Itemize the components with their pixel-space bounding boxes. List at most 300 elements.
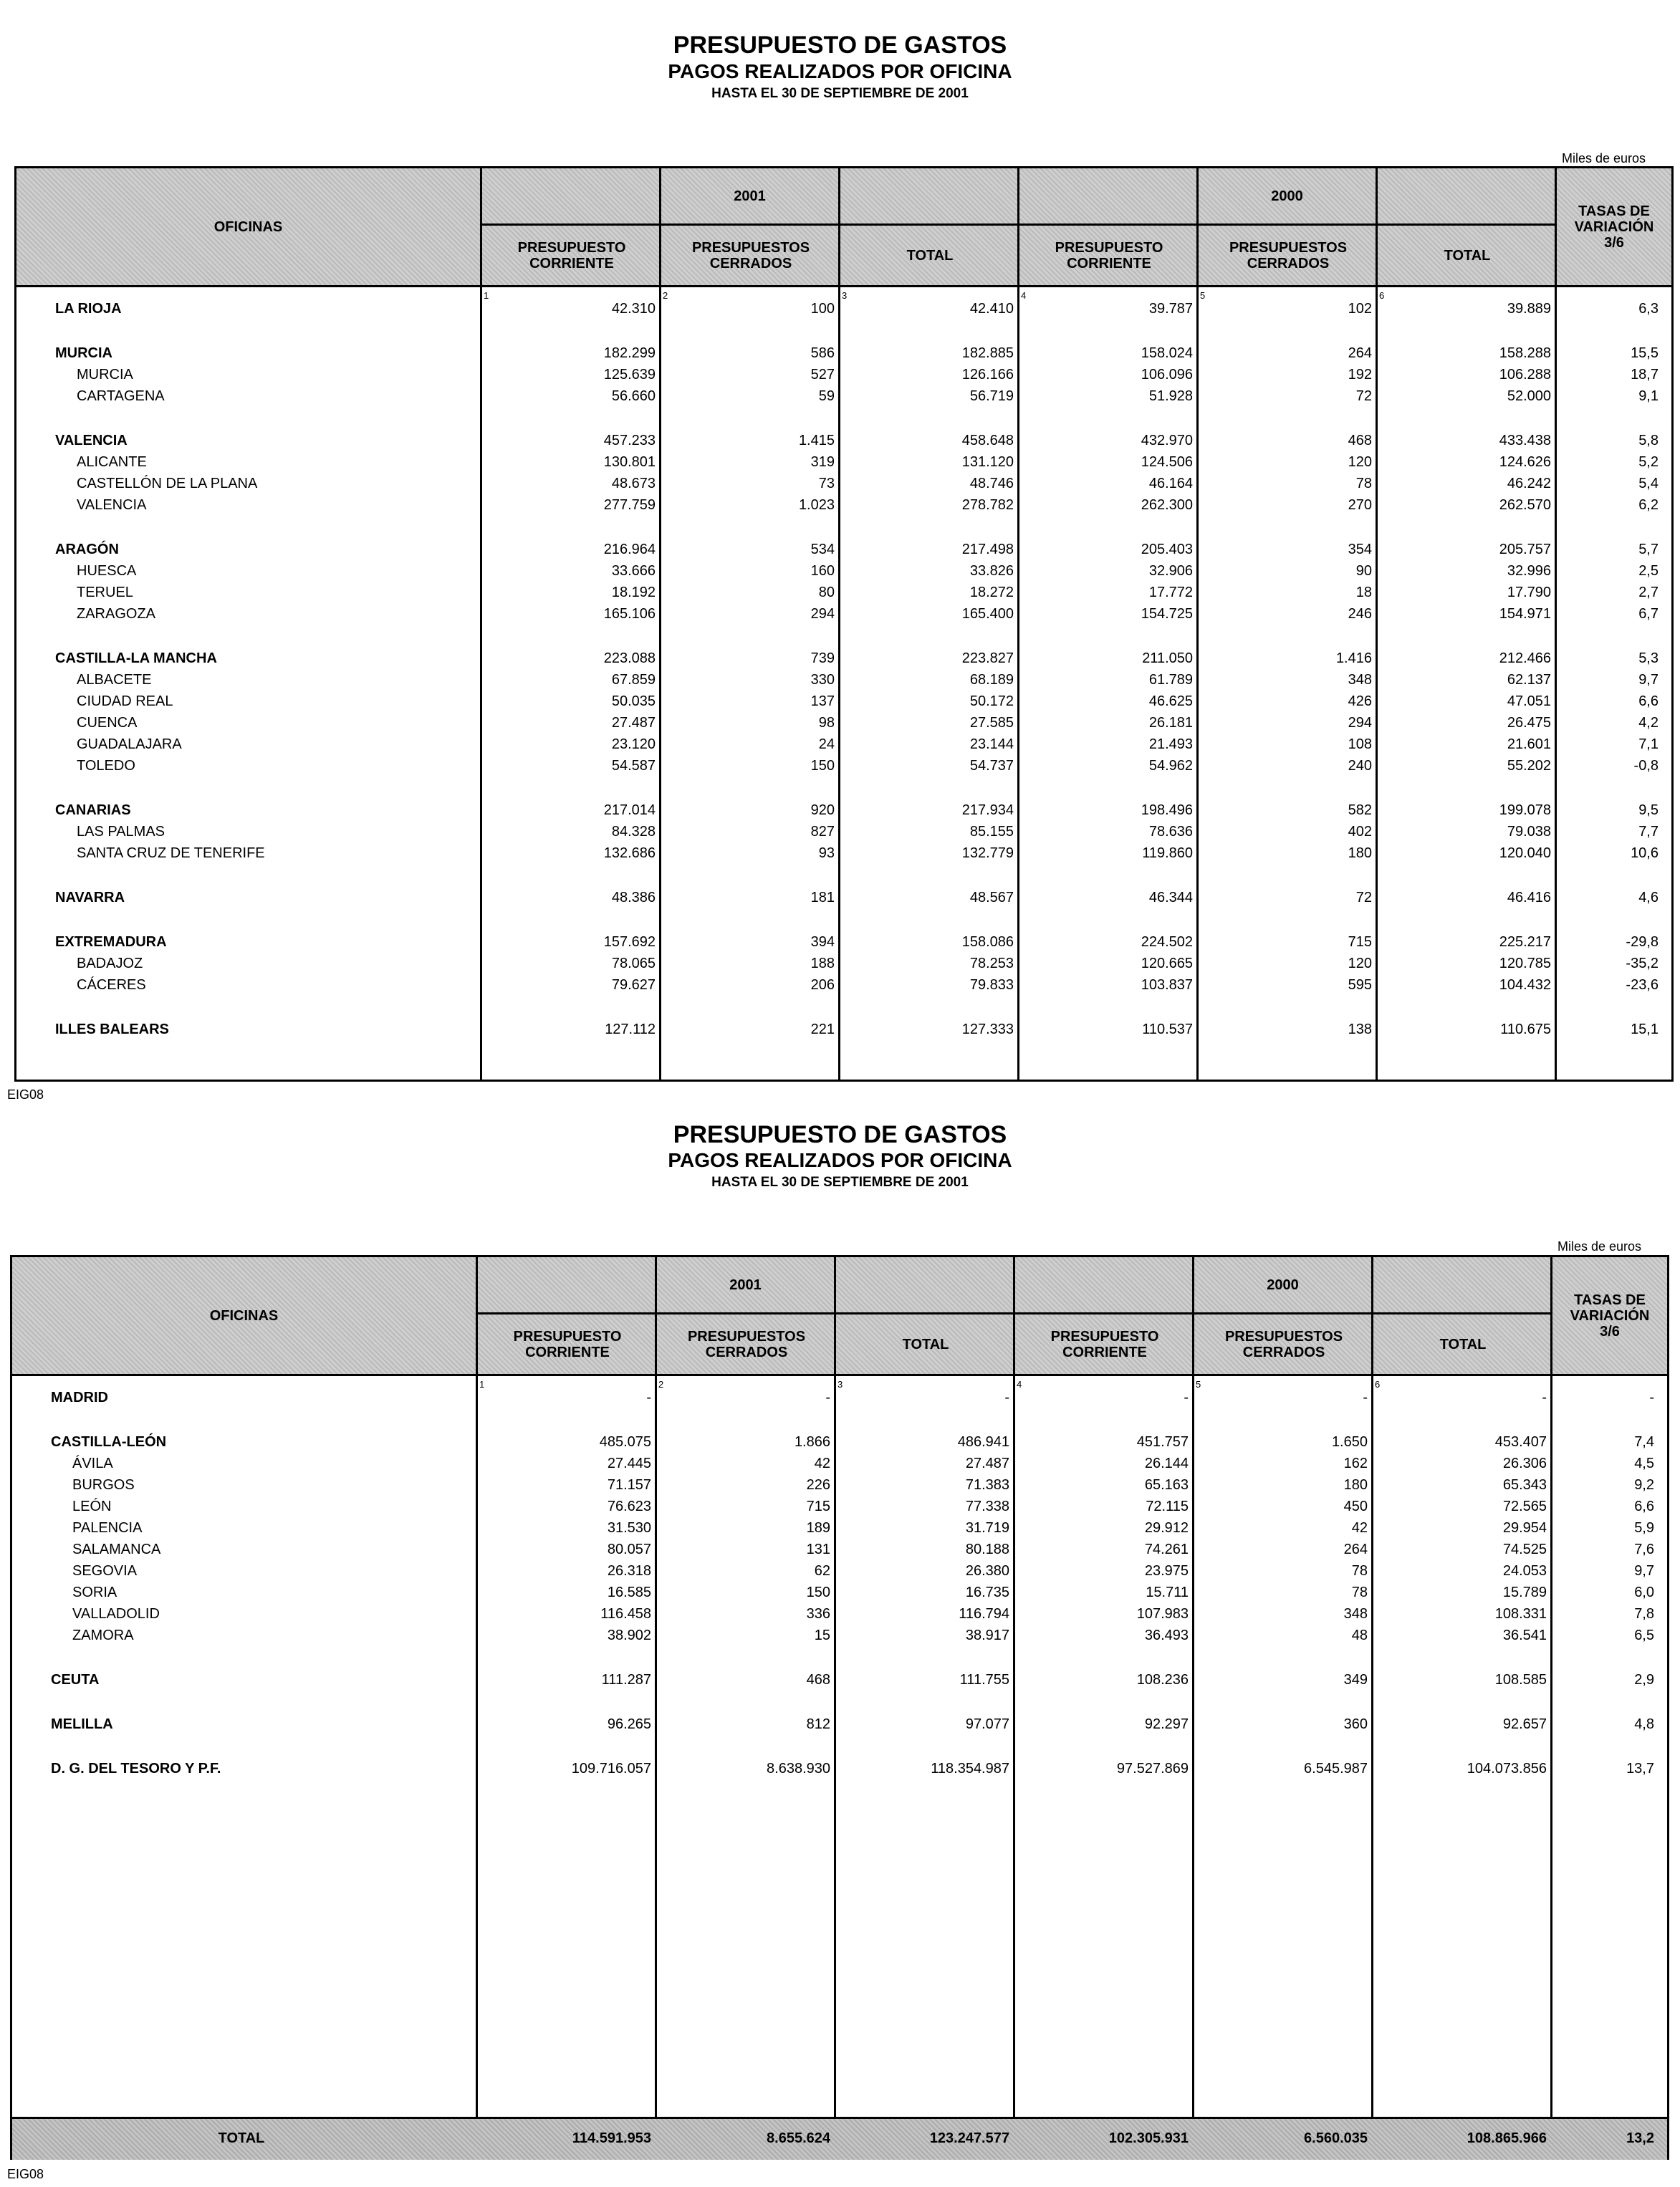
row-label: NAVARRA bbox=[55, 890, 125, 905]
cell-col-2: 188 bbox=[810, 956, 835, 971]
cell-col-3: 77.338 bbox=[965, 1499, 1009, 1514]
cell-col-6: 205.757 bbox=[1499, 542, 1551, 557]
cell-col-5: 1.650 bbox=[1331, 1434, 1368, 1450]
total-row bbox=[12, 2117, 1667, 2160]
cell-col-6: 225.217 bbox=[1499, 934, 1551, 950]
total-col-2: 8.655.624 bbox=[767, 2130, 830, 2146]
row-label: MURCIA bbox=[55, 345, 112, 361]
cell-col-5: 1.416 bbox=[1335, 650, 1372, 666]
row-label: CASTELLÓN DE LA PLANA bbox=[77, 476, 258, 491]
cell-col-7: 13,7 bbox=[1626, 1761, 1654, 1777]
cell-col-2: 319 bbox=[810, 454, 835, 470]
cell-col-6: 120.040 bbox=[1499, 845, 1551, 861]
cell-col-6: - bbox=[1542, 1390, 1547, 1405]
cell-col-3: 38.917 bbox=[965, 1628, 1009, 1643]
cell-col-2: 150 bbox=[806, 1585, 830, 1600]
cell-col-5: 264 bbox=[1343, 1542, 1368, 1557]
cell-col-2: 80 bbox=[818, 585, 835, 600]
cell-col-7: 6,2 bbox=[1638, 497, 1659, 513]
cell-col-5: 78 bbox=[1351, 1563, 1368, 1579]
cell-col-4: 72.115 bbox=[1146, 1499, 1189, 1514]
cell-col-6: 433.438 bbox=[1499, 433, 1551, 448]
cell-col-4: 39.787 bbox=[1148, 301, 1193, 317]
cell-col-2: 137 bbox=[810, 693, 835, 709]
table-row bbox=[16, 539, 1671, 560]
cell-col-3: 126.166 bbox=[961, 367, 1014, 383]
total-col-1: 114.591.953 bbox=[572, 2130, 651, 2146]
column-number-1: 1 bbox=[479, 1379, 485, 1390]
table-row bbox=[16, 364, 1671, 385]
cell-col-6: 46.242 bbox=[1507, 476, 1551, 491]
header-closed-budgets-2000: PRESUPUESTOS CERRADOS bbox=[1229, 239, 1348, 271]
header-current-budget-2000: PRESUPUESTO CORRIENTE bbox=[1055, 239, 1163, 271]
cell-col-7: 2,9 bbox=[1634, 1672, 1654, 1688]
row-label: ALICANTE bbox=[77, 454, 147, 470]
cell-col-1: 54.587 bbox=[611, 758, 656, 774]
header-year-2001: 2001 bbox=[734, 188, 766, 204]
cell-col-6: 24.053 bbox=[1502, 1563, 1547, 1579]
table-row bbox=[12, 1669, 1667, 1691]
cell-col-5: 180 bbox=[1343, 1477, 1368, 1493]
cell-col-4: 51.928 bbox=[1148, 388, 1193, 404]
cell-col-2: 24 bbox=[818, 736, 835, 752]
cell-col-5: 270 bbox=[1348, 497, 1372, 513]
cell-col-7: 9,2 bbox=[1634, 1477, 1654, 1493]
table-row bbox=[16, 799, 1671, 821]
cell-col-2: 15 bbox=[814, 1628, 830, 1643]
table-row bbox=[16, 430, 1671, 451]
cell-col-4: 120.665 bbox=[1141, 956, 1193, 971]
cell-col-1: 71.157 bbox=[607, 1477, 651, 1493]
row-label: CANARIAS bbox=[55, 802, 131, 818]
budget-table-1 bbox=[14, 166, 1674, 1082]
cell-col-2: - bbox=[825, 1390, 830, 1405]
row-label: VALENCIA bbox=[55, 433, 128, 448]
total-col-3: 123.247.577 bbox=[929, 2130, 1009, 2146]
row-label: BADAJOZ bbox=[77, 956, 143, 971]
table-row bbox=[16, 887, 1671, 908]
cell-col-1: 26.318 bbox=[607, 1563, 651, 1579]
page-date-line: HASTA EL 30 DE SEPTIEMBRE DE 2001 bbox=[711, 86, 969, 101]
row-label: SALAMANCA bbox=[72, 1542, 161, 1557]
cell-col-5: 6.545.987 bbox=[1304, 1761, 1368, 1777]
table-row bbox=[16, 342, 1671, 364]
cell-col-3: 85.155 bbox=[969, 824, 1014, 840]
cell-col-4: - bbox=[1184, 1390, 1189, 1405]
column-number-3: 3 bbox=[837, 1379, 843, 1390]
cell-col-5: 102 bbox=[1348, 301, 1372, 317]
header-offices: OFICINAS bbox=[213, 218, 283, 235]
cell-col-6: 46.416 bbox=[1507, 890, 1551, 905]
column-number-6: 6 bbox=[1379, 290, 1385, 301]
cell-col-3: 23.144 bbox=[969, 736, 1014, 752]
row-label: MADRID bbox=[51, 1390, 108, 1405]
cell-col-1: 84.328 bbox=[611, 824, 656, 840]
cell-col-3: 486.941 bbox=[957, 1434, 1009, 1450]
header-closed-budgets-2000-b: PRESUPUESTOS CERRADOS bbox=[1224, 1328, 1343, 1360]
cell-col-6: 47.051 bbox=[1507, 693, 1551, 709]
cell-col-5: 349 bbox=[1343, 1672, 1368, 1688]
table-row bbox=[16, 1019, 1671, 1040]
cell-col-7: -29,8 bbox=[1626, 934, 1659, 950]
cell-col-6: 79.038 bbox=[1507, 824, 1551, 840]
row-label: TERUEL bbox=[77, 585, 133, 600]
column-number-1: 1 bbox=[484, 290, 489, 301]
cell-col-1: 38.902 bbox=[607, 1628, 651, 1643]
cell-col-2: 812 bbox=[806, 1716, 830, 1732]
cell-col-1: 48.386 bbox=[611, 890, 656, 905]
cell-col-1: 27.445 bbox=[607, 1456, 651, 1471]
cell-col-2: 739 bbox=[810, 650, 835, 666]
cell-col-5: 294 bbox=[1348, 715, 1372, 731]
cell-col-3: 27.487 bbox=[965, 1456, 1009, 1471]
row-label: SANTA CRUZ DE TENERIFE bbox=[77, 845, 265, 861]
cell-col-6: 55.202 bbox=[1507, 758, 1551, 774]
cell-col-3: 54.737 bbox=[969, 758, 1014, 774]
cell-col-3: 48.746 bbox=[969, 476, 1014, 491]
cell-col-3: 116.794 bbox=[959, 1606, 1009, 1622]
cell-col-3: 31.719 bbox=[965, 1520, 1009, 1536]
cell-col-5: 582 bbox=[1348, 802, 1372, 818]
table-row bbox=[12, 1453, 1667, 1474]
cell-col-3: 71.383 bbox=[965, 1477, 1009, 1493]
cell-col-5: 120 bbox=[1348, 956, 1372, 971]
cell-col-6: 104.432 bbox=[1499, 977, 1551, 993]
cell-col-4: 21.493 bbox=[1148, 736, 1193, 752]
cell-col-3: 27.585 bbox=[969, 715, 1014, 731]
cell-col-6: 212.466 bbox=[1499, 650, 1551, 666]
cell-col-3: 127.333 bbox=[961, 1022, 1014, 1037]
row-label: LA RIOJA bbox=[55, 301, 122, 317]
cell-col-3: 56.719 bbox=[969, 388, 1014, 404]
cell-col-1: 31.530 bbox=[607, 1520, 651, 1536]
cell-col-4: 451.757 bbox=[1136, 1434, 1189, 1450]
cell-col-4: 61.789 bbox=[1148, 672, 1193, 688]
cell-col-3: 158.086 bbox=[961, 934, 1014, 950]
cell-col-4: 65.163 bbox=[1144, 1477, 1189, 1493]
cell-col-5: 48 bbox=[1351, 1628, 1368, 1643]
cell-col-1: 96.265 bbox=[607, 1716, 651, 1732]
cell-col-2: 294 bbox=[810, 606, 835, 622]
cell-col-1: 33.666 bbox=[611, 563, 656, 579]
cell-col-3: 131.120 bbox=[961, 454, 1014, 470]
table-row bbox=[16, 298, 1671, 319]
row-label: CARTAGENA bbox=[77, 388, 165, 404]
header-total-2001-b: TOTAL bbox=[902, 1336, 949, 1352]
cell-col-7: 7,6 bbox=[1634, 1542, 1654, 1557]
cell-col-2: 468 bbox=[806, 1672, 830, 1688]
row-label: CÁCERES bbox=[77, 977, 146, 993]
cell-col-6: 154.971 bbox=[1499, 606, 1551, 622]
cell-col-7: -23,6 bbox=[1626, 977, 1659, 993]
cell-col-4: 205.403 bbox=[1141, 542, 1193, 557]
cell-col-7: 6,6 bbox=[1638, 693, 1659, 709]
cell-col-6: 92.657 bbox=[1502, 1716, 1547, 1732]
cell-col-2: 189 bbox=[806, 1520, 830, 1536]
cell-col-2: 98 bbox=[818, 715, 835, 731]
cell-col-7: 15,1 bbox=[1631, 1022, 1659, 1037]
cell-col-4: 432.970 bbox=[1141, 433, 1193, 448]
page-subtitle-2: PAGOS REALIZADOS POR OFICINA bbox=[668, 1149, 1012, 1171]
cell-col-6: 124.626 bbox=[1499, 454, 1551, 470]
cell-col-3: 278.782 bbox=[961, 497, 1014, 513]
cell-col-4: 74.261 bbox=[1144, 1542, 1189, 1557]
cell-col-1: 165.106 bbox=[603, 606, 656, 622]
budget-table-2 bbox=[10, 1255, 1669, 2160]
cell-col-6: 39.889 bbox=[1507, 301, 1551, 317]
unit-label: Miles de euros bbox=[1562, 151, 1646, 165]
cell-col-7: 5,8 bbox=[1638, 433, 1659, 448]
cell-col-2: 1.415 bbox=[798, 433, 835, 448]
cell-col-7: 4,6 bbox=[1638, 890, 1659, 905]
cell-col-1: 217.014 bbox=[603, 802, 656, 818]
table-row bbox=[16, 712, 1671, 734]
cell-col-7: 5,7 bbox=[1638, 542, 1659, 557]
cell-col-6: 74.525 bbox=[1502, 1542, 1547, 1557]
cell-col-5: 348 bbox=[1348, 672, 1372, 688]
cell-col-3: 223.827 bbox=[961, 650, 1014, 666]
cell-col-7: 7,7 bbox=[1638, 824, 1659, 840]
table-row bbox=[12, 1431, 1667, 1453]
cell-col-2: 160 bbox=[810, 563, 835, 579]
row-label: LAS PALMAS bbox=[77, 824, 165, 840]
table-row bbox=[16, 451, 1671, 473]
cell-col-5: 18 bbox=[1355, 585, 1372, 600]
cell-col-4: 26.144 bbox=[1144, 1456, 1189, 1471]
cell-col-4: 36.493 bbox=[1144, 1628, 1189, 1643]
column-number-6: 6 bbox=[1375, 1379, 1381, 1390]
cell-col-1: 116.458 bbox=[600, 1606, 651, 1622]
table-row bbox=[16, 669, 1671, 691]
row-label: ZAMORA bbox=[72, 1628, 134, 1643]
cell-col-6: 72.565 bbox=[1502, 1499, 1547, 1514]
cell-col-5: 90 bbox=[1355, 563, 1372, 579]
cell-col-1: 457.233 bbox=[603, 433, 656, 448]
cell-col-7: 10,6 bbox=[1631, 845, 1659, 861]
cell-col-1: 79.627 bbox=[611, 977, 656, 993]
column-number-5: 5 bbox=[1200, 290, 1206, 301]
cell-col-1: 48.673 bbox=[611, 476, 656, 491]
cell-col-5: 360 bbox=[1343, 1716, 1368, 1732]
cell-col-6: 52.000 bbox=[1507, 388, 1551, 404]
cell-col-7: 6,5 bbox=[1634, 1628, 1654, 1643]
cell-col-4: 17.772 bbox=[1148, 585, 1193, 600]
cell-col-7: 5,3 bbox=[1638, 650, 1659, 666]
cell-col-3: 97.077 bbox=[965, 1716, 1009, 1732]
cell-col-2: 330 bbox=[810, 672, 835, 688]
row-label: MELILLA bbox=[51, 1716, 113, 1732]
cell-col-4: 224.502 bbox=[1141, 934, 1193, 950]
cell-col-1: 42.310 bbox=[611, 301, 656, 317]
page-title-2: PRESUPUESTO DE GASTOS bbox=[673, 1121, 1007, 1148]
header-variation: TASAS DE VARIACIÓN 3/6 bbox=[1574, 203, 1654, 251]
cell-col-1: 182.299 bbox=[603, 345, 656, 361]
cell-col-1: 277.759 bbox=[603, 497, 656, 513]
cell-col-5: 78 bbox=[1355, 476, 1372, 491]
cell-col-4: 198.496 bbox=[1141, 802, 1193, 818]
cell-col-5: 42 bbox=[1351, 1520, 1368, 1536]
cell-col-6: 108.331 bbox=[1494, 1606, 1547, 1622]
cell-col-3: 68.189 bbox=[969, 672, 1014, 688]
cell-col-5: 595 bbox=[1348, 977, 1372, 993]
cell-col-4: 46.344 bbox=[1148, 890, 1193, 905]
cell-col-1: 76.623 bbox=[607, 1499, 651, 1514]
table-row bbox=[12, 1474, 1667, 1496]
cell-col-2: 181 bbox=[810, 890, 835, 905]
column-number-2: 2 bbox=[663, 290, 668, 301]
cell-col-6: 108.585 bbox=[1494, 1672, 1547, 1688]
cell-col-7: 4,8 bbox=[1634, 1716, 1654, 1732]
cell-col-7: 9,7 bbox=[1638, 672, 1659, 688]
cell-col-5: 180 bbox=[1348, 845, 1372, 861]
cell-col-7: 15,5 bbox=[1631, 345, 1659, 361]
cell-col-5: 192 bbox=[1348, 367, 1372, 383]
cell-col-3: 42.410 bbox=[969, 301, 1014, 317]
row-label: ALBACETE bbox=[77, 672, 152, 688]
cell-col-2: 336 bbox=[806, 1606, 830, 1622]
cell-col-1: - bbox=[646, 1390, 651, 1405]
cell-col-1: 130.801 bbox=[603, 454, 656, 470]
cell-col-4: 262.300 bbox=[1141, 497, 1193, 513]
cell-col-2: 62 bbox=[814, 1563, 830, 1579]
row-label: HUESCA bbox=[77, 563, 137, 579]
cell-col-3: 33.826 bbox=[969, 563, 1014, 579]
cell-col-3: 217.498 bbox=[961, 542, 1014, 557]
table-row bbox=[16, 494, 1671, 516]
cell-col-4: 154.725 bbox=[1141, 606, 1193, 622]
header-year-2000-b: 2000 bbox=[1267, 1277, 1299, 1293]
cell-col-4: 29.912 bbox=[1144, 1520, 1189, 1536]
cell-col-1: 127.112 bbox=[605, 1022, 656, 1037]
header-year-2001-b: 2001 bbox=[729, 1277, 762, 1293]
table-row bbox=[16, 648, 1671, 669]
cell-col-1: 78.065 bbox=[611, 956, 656, 971]
cell-col-5: 354 bbox=[1348, 542, 1372, 557]
cell-col-2: 93 bbox=[818, 845, 835, 861]
cell-col-3: 18.272 bbox=[969, 585, 1014, 600]
cell-col-4: 211.050 bbox=[1142, 650, 1193, 666]
header-variation-2: TASAS DE VARIACIÓN 3/6 bbox=[1570, 1292, 1650, 1340]
cell-col-4: 92.297 bbox=[1144, 1716, 1189, 1732]
cell-col-5: - bbox=[1363, 1390, 1368, 1405]
cell-col-1: 16.585 bbox=[607, 1585, 651, 1600]
cell-col-6: 120.785 bbox=[1499, 956, 1551, 971]
table-row bbox=[12, 1713, 1667, 1735]
column-number-4: 4 bbox=[1021, 290, 1027, 301]
cell-col-3: 79.833 bbox=[969, 977, 1014, 993]
cell-col-2: 42 bbox=[814, 1456, 830, 1471]
cell-col-2: 73 bbox=[818, 476, 835, 491]
cell-col-6: 62.137 bbox=[1507, 672, 1551, 688]
row-label: EXTREMADURA bbox=[55, 934, 167, 950]
table-row bbox=[16, 953, 1671, 974]
cell-col-5: 450 bbox=[1343, 1499, 1368, 1514]
table-row bbox=[16, 734, 1671, 755]
row-label: ILLES BALEARS bbox=[55, 1022, 169, 1037]
cell-col-3: 458.648 bbox=[961, 433, 1014, 448]
cell-col-6: 158.288 bbox=[1499, 345, 1551, 361]
row-label: MURCIA bbox=[77, 367, 133, 383]
table-row bbox=[12, 1539, 1667, 1560]
column-number-4: 4 bbox=[1017, 1379, 1022, 1390]
cell-col-4: 110.537 bbox=[1142, 1022, 1193, 1037]
cell-col-1: 50.035 bbox=[611, 693, 656, 709]
cell-col-4: 107.983 bbox=[1136, 1606, 1189, 1622]
cell-col-1: 109.716.057 bbox=[571, 1761, 651, 1777]
cell-col-7: - bbox=[1649, 1390, 1654, 1405]
row-label: D. G. DEL TESORO Y P.F. bbox=[51, 1761, 221, 1777]
cell-col-3: 78.253 bbox=[969, 956, 1014, 971]
cell-col-2: 150 bbox=[810, 758, 835, 774]
cell-col-6: 26.306 bbox=[1502, 1456, 1547, 1471]
cell-col-6: 110.675 bbox=[1500, 1022, 1551, 1037]
row-label: GUADALAJARA bbox=[77, 736, 182, 752]
cell-col-4: 103.837 bbox=[1141, 977, 1193, 993]
cell-col-5: 162 bbox=[1343, 1456, 1368, 1471]
cell-col-7: -0,8 bbox=[1633, 758, 1659, 774]
cell-col-7: 5,9 bbox=[1634, 1520, 1654, 1536]
row-label: CEUTA bbox=[51, 1672, 100, 1688]
cell-col-6: 104.073.856 bbox=[1467, 1761, 1547, 1777]
cell-col-2: 100 bbox=[810, 301, 835, 317]
cell-col-7: 6,6 bbox=[1634, 1499, 1654, 1514]
cell-col-4: 46.164 bbox=[1148, 476, 1193, 491]
cell-col-5: 426 bbox=[1348, 693, 1372, 709]
cell-col-5: 72 bbox=[1355, 388, 1372, 404]
cell-col-2: 1.023 bbox=[798, 497, 835, 513]
row-label: LEÓN bbox=[72, 1499, 112, 1514]
cell-col-7: 7,1 bbox=[1638, 736, 1659, 752]
cell-col-7: 9,5 bbox=[1638, 802, 1659, 818]
table-row bbox=[12, 1560, 1667, 1582]
row-label: CASTILLA-LEÓN bbox=[51, 1434, 167, 1450]
cell-col-4: 46.625 bbox=[1148, 693, 1193, 709]
cell-col-1: 23.120 bbox=[611, 736, 656, 752]
row-label: CUENCA bbox=[77, 715, 138, 731]
table-row bbox=[16, 974, 1671, 996]
header-offices-2: OFICINAS bbox=[209, 1307, 279, 1324]
cell-col-1: 111.287 bbox=[601, 1672, 651, 1688]
cell-col-4: 119.860 bbox=[1142, 845, 1193, 861]
header-total-2001: TOTAL bbox=[906, 247, 954, 264]
cell-col-2: 534 bbox=[810, 542, 835, 557]
cell-col-6: 36.541 bbox=[1502, 1628, 1547, 1643]
table-row bbox=[12, 1603, 1667, 1625]
table-row bbox=[16, 842, 1671, 864]
cell-col-7: 9,7 bbox=[1634, 1563, 1654, 1579]
cell-col-1: 27.487 bbox=[611, 715, 656, 731]
table-row bbox=[12, 1625, 1667, 1646]
header-current-budget-2001: PRESUPUESTO CORRIENTE bbox=[517, 239, 626, 271]
cell-col-1: 80.057 bbox=[607, 1542, 651, 1557]
row-label: SORIA bbox=[72, 1585, 117, 1600]
cell-col-3: 48.567 bbox=[969, 890, 1014, 905]
cell-col-5: 240 bbox=[1348, 758, 1372, 774]
page-date-line-2: HASTA EL 30 DE SEPTIEMBRE DE 2001 bbox=[711, 1175, 969, 1190]
cell-col-4: 78.636 bbox=[1148, 824, 1193, 840]
cell-col-4: 158.024 bbox=[1141, 345, 1193, 361]
cell-col-7: 6,0 bbox=[1634, 1585, 1654, 1600]
cell-col-4: 26.181 bbox=[1148, 715, 1193, 731]
cell-col-7: 7,8 bbox=[1634, 1606, 1654, 1622]
cell-col-2: 8.638.930 bbox=[767, 1761, 830, 1777]
cell-col-5: 715 bbox=[1348, 934, 1372, 950]
cell-col-1: 18.192 bbox=[611, 585, 656, 600]
cell-col-5: 468 bbox=[1348, 433, 1372, 448]
cell-col-3: 50.172 bbox=[969, 693, 1014, 709]
header-year-2000: 2000 bbox=[1271, 188, 1303, 204]
cell-col-1: 223.088 bbox=[603, 650, 656, 666]
